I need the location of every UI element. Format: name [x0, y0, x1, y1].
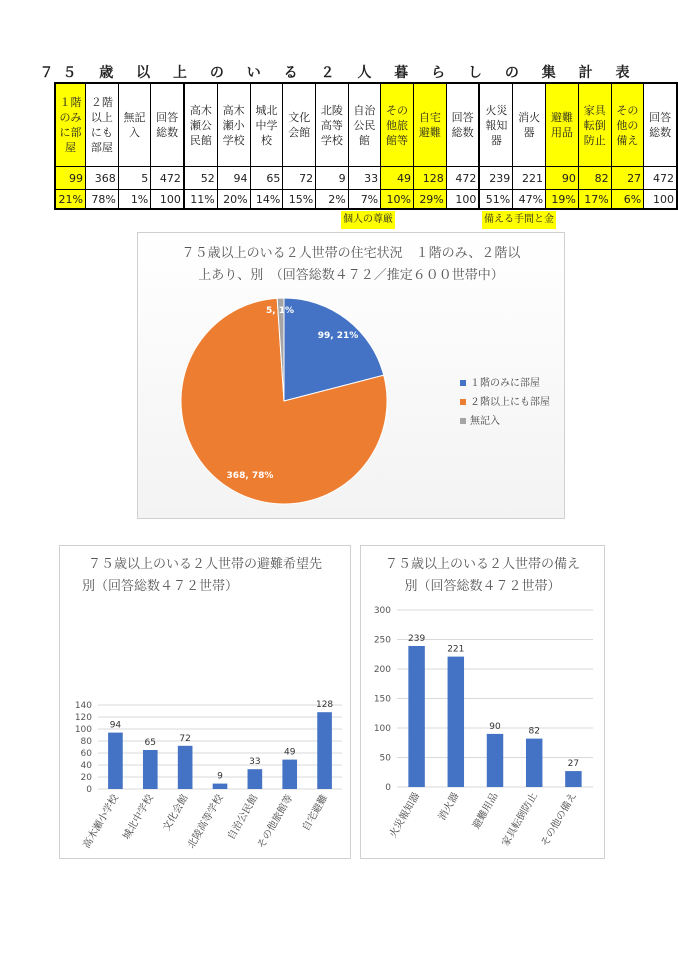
- prep-y-tick-label: 50: [379, 753, 391, 764]
- percent-cell-fire-extinguisher: 47%: [513, 190, 546, 210]
- percent-cell-upper-floors: 78%: [85, 190, 118, 210]
- count-row: [55, 167, 677, 190]
- percent-cell-hokuryo-high-school: 2%: [316, 190, 348, 210]
- percent-cell-takagise-elementary: 20%: [217, 190, 250, 210]
- count-cell-other-preparations: 27: [611, 167, 643, 190]
- preparation-chart-panel: [360, 545, 605, 859]
- evac-category-label: 自治公民館: [225, 793, 261, 842]
- header-cell-johoku-junior-high: 城北中学校: [250, 83, 283, 167]
- note-dignity: 個人の尊厳: [341, 211, 395, 229]
- header-row: [55, 83, 677, 167]
- evac-data-label: 9: [217, 771, 223, 782]
- header-cell-fire-alarm: 火災報知器: [479, 83, 512, 167]
- pie-chart-title-line1: ７５歳以上のいる２人世帯の住宅状況 １階のみ、２階以: [181, 246, 521, 261]
- header-cell-total-preparations: 回答総数: [644, 83, 677, 167]
- evac-data-label: 94: [109, 720, 122, 731]
- header-cell-upper-floors: ２階以上にも部屋: [85, 83, 118, 167]
- header-cell-other-inns: その他旅館等: [381, 83, 414, 167]
- percent-cell-local-community-hall: 7%: [348, 190, 380, 210]
- percent-cell-first-floor-only: 21%: [55, 190, 85, 210]
- count-cell-takagise-elementary: 94: [217, 167, 250, 190]
- evac-category-label: 高木瀬小学校: [81, 793, 122, 851]
- count-cell-fire-alarm: 239: [479, 167, 512, 190]
- evac-bar: [143, 750, 158, 789]
- count-cell-johoku-junior-high: 65: [250, 167, 283, 190]
- percent-cell-total-evacuation: 100: [446, 190, 479, 210]
- evac-data-label: 49: [283, 747, 296, 758]
- prep-y-tick-label: 150: [373, 694, 391, 705]
- evac-category-label: 文化会館: [161, 793, 191, 834]
- prep-data-label: 221: [447, 644, 465, 655]
- count-cell-home-evacuation: 128: [413, 167, 446, 190]
- pie-chart-title-line2: 上あり、別 （回答総数４７２／推定６００世帯中）: [198, 268, 504, 283]
- prep-data-label: 239: [408, 633, 426, 644]
- evac-category-label: その他旅館等: [255, 793, 296, 851]
- count-cell-culture-hall: 72: [283, 167, 316, 190]
- evacuation-chart-title-line1: ７５歳以上のいる２人世帯の避難希望先: [87, 557, 322, 572]
- count-cell-furniture-anchoring: 82: [578, 167, 611, 190]
- header-cell-fire-extinguisher: 消火器: [513, 83, 546, 167]
- count-cell-hokuryo-high-school: 9: [316, 167, 348, 190]
- evac-data-label: 72: [179, 733, 191, 744]
- percent-row: [55, 190, 677, 210]
- evac-category-label: 自宅避難: [300, 793, 331, 834]
- evac-y-tick-label: 20: [80, 773, 92, 783]
- prep-data-label: 82: [528, 726, 540, 737]
- header-cell-total-evacuation: 回答総数: [446, 83, 479, 167]
- percent-cell-culture-hall: 15%: [283, 190, 316, 210]
- header-cell-furniture-anchoring: 家具転倒防止: [578, 83, 611, 167]
- header-cell-takagise-community-hall: 高木瀬公民館: [184, 83, 217, 167]
- count-cell-total-preparations: 472: [644, 167, 677, 190]
- evacuation-chart-panel: [59, 545, 351, 859]
- header-cell-home-evacuation: 自宅避難: [413, 83, 446, 167]
- prep-bar: [448, 657, 464, 787]
- count-cell-upper-floors: 368: [85, 167, 118, 190]
- prep-category-label: 火災報知器: [387, 791, 423, 840]
- percent-cell-total-housing: 100: [151, 190, 184, 210]
- prep-y-tick-label: 300: [373, 606, 391, 616]
- percent-cell-evacuation-goods: 19%: [546, 190, 579, 210]
- evac-y-tick-label: 0: [86, 785, 92, 795]
- evac-data-label: 65: [144, 738, 157, 748]
- prep-data-label: 90: [489, 721, 501, 732]
- count-cell-total-evacuation: 472: [446, 167, 479, 190]
- count-cell-other-inns: 49: [381, 167, 414, 190]
- pie-data-label-no-answer: 5, 1%: [265, 306, 295, 316]
- preparation-chart-title-line2: 別（回答総数４７２世帯）: [404, 579, 561, 594]
- header-cell-takagise-elementary: 高木瀬小学校: [217, 83, 250, 167]
- legend-item-upper-floor: ２階以上にも部屋: [460, 393, 550, 412]
- evac-bar: [282, 760, 297, 789]
- legend-item-first-floor: １階のみに部屋: [460, 374, 550, 393]
- legend-swatch-first-floor: [460, 380, 466, 386]
- percent-cell-no-answer: 1%: [118, 190, 150, 210]
- prep-y-tick-label: 250: [373, 635, 391, 646]
- preparation-bar-chart: [361, 546, 604, 858]
- page-title: ７５ 歳 以 上 の い る ２ 人 暮 ら し の 集 計 表: [39, 65, 639, 81]
- legend-swatch-upper-floor: [460, 399, 466, 405]
- evacuation-bar-chart: [60, 546, 350, 858]
- prep-bar: [487, 734, 503, 787]
- prep-category-label: 家具転倒防止: [500, 791, 540, 849]
- evac-y-tick-label: 140: [74, 701, 92, 711]
- legend-item-no-answer: 無記入: [460, 412, 550, 431]
- prep-bar: [565, 771, 581, 787]
- evac-data-label: 33: [249, 757, 261, 768]
- prep-category-label: 消火器: [436, 791, 462, 823]
- count-cell-evacuation-goods: 90: [546, 167, 579, 190]
- count-cell-total-housing: 472: [151, 167, 184, 190]
- summary-table: [54, 82, 678, 210]
- prep-bar: [408, 646, 424, 787]
- header-cell-hokuryo-high-school: 北陵高等学校: [316, 83, 348, 167]
- evac-bar: [213, 784, 228, 789]
- percent-cell-other-inns: 10%: [381, 190, 414, 210]
- evacuation-chart-title-line2: 別（回答総数４７２世帯）: [81, 579, 238, 594]
- prep-y-tick-label: 100: [373, 724, 391, 734]
- percent-cell-home-evacuation: 29%: [413, 190, 446, 210]
- evac-y-tick-label: 60: [80, 749, 92, 759]
- legend-swatch-no-answer: [460, 418, 466, 424]
- prep-y-tick-label: 0: [385, 783, 391, 793]
- evac-y-tick-label: 100: [74, 725, 92, 735]
- prep-data-label: 27: [567, 759, 580, 770]
- pie-chart-panel: [137, 232, 565, 519]
- evac-category-label: 北陵高等学校: [186, 793, 226, 851]
- header-cell-total-housing: 回答総数: [151, 83, 184, 167]
- percent-cell-other-preparations: 6%: [611, 190, 643, 210]
- note-means: 備える手間と金: [482, 211, 556, 229]
- evac-bar: [178, 746, 193, 789]
- pie-data-label-upper-floor: 368, 78%: [226, 471, 274, 481]
- percent-cell-takagise-community-hall: 11%: [184, 190, 217, 210]
- preparation-chart-title-line1: ７５歳以上のいる２人世帯の備え: [384, 557, 580, 572]
- count-cell-first-floor-only: 99: [55, 167, 85, 190]
- percent-cell-furniture-anchoring: 17%: [578, 190, 611, 210]
- count-cell-fire-extinguisher: 221: [513, 167, 546, 190]
- count-cell-takagise-community-hall: 52: [184, 167, 217, 190]
- evac-y-tick-label: 80: [80, 737, 92, 747]
- evac-y-tick-label: 120: [74, 713, 92, 723]
- header-cell-local-community-hall: 自治公民館: [348, 83, 380, 167]
- header-cell-no-answer: 無記入: [118, 83, 150, 167]
- pie-data-label-first-floor: 99, 21%: [317, 331, 359, 341]
- prep-bar: [526, 739, 542, 787]
- evac-bar: [108, 733, 123, 789]
- percent-cell-fire-alarm: 51%: [479, 190, 512, 210]
- evac-bar: [248, 769, 263, 789]
- evac-bar: [317, 712, 332, 789]
- prep-y-tick-label: 200: [373, 665, 391, 675]
- count-cell-local-community-hall: 33: [348, 167, 380, 190]
- evac-y-tick-label: 40: [80, 761, 92, 771]
- evac-category-label: 城北中学校: [121, 793, 156, 842]
- count-cell-no-answer: 5: [118, 167, 150, 190]
- pie-legend: [460, 374, 550, 431]
- header-cell-evacuation-goods: 避難用品: [546, 83, 579, 167]
- prep-category-label: 避難用品: [471, 791, 501, 832]
- header-cell-first-floor-only: １階のみに部屋: [55, 83, 85, 167]
- header-cell-other-preparations: その他の備え: [611, 83, 643, 167]
- percent-cell-johoku-junior-high: 14%: [250, 190, 283, 210]
- prep-category-label: その他の備え: [539, 791, 579, 849]
- evac-data-label: 128: [315, 700, 334, 711]
- percent-cell-total-preparations: 100: [644, 190, 677, 210]
- header-cell-culture-hall: 文化会館: [283, 83, 316, 167]
